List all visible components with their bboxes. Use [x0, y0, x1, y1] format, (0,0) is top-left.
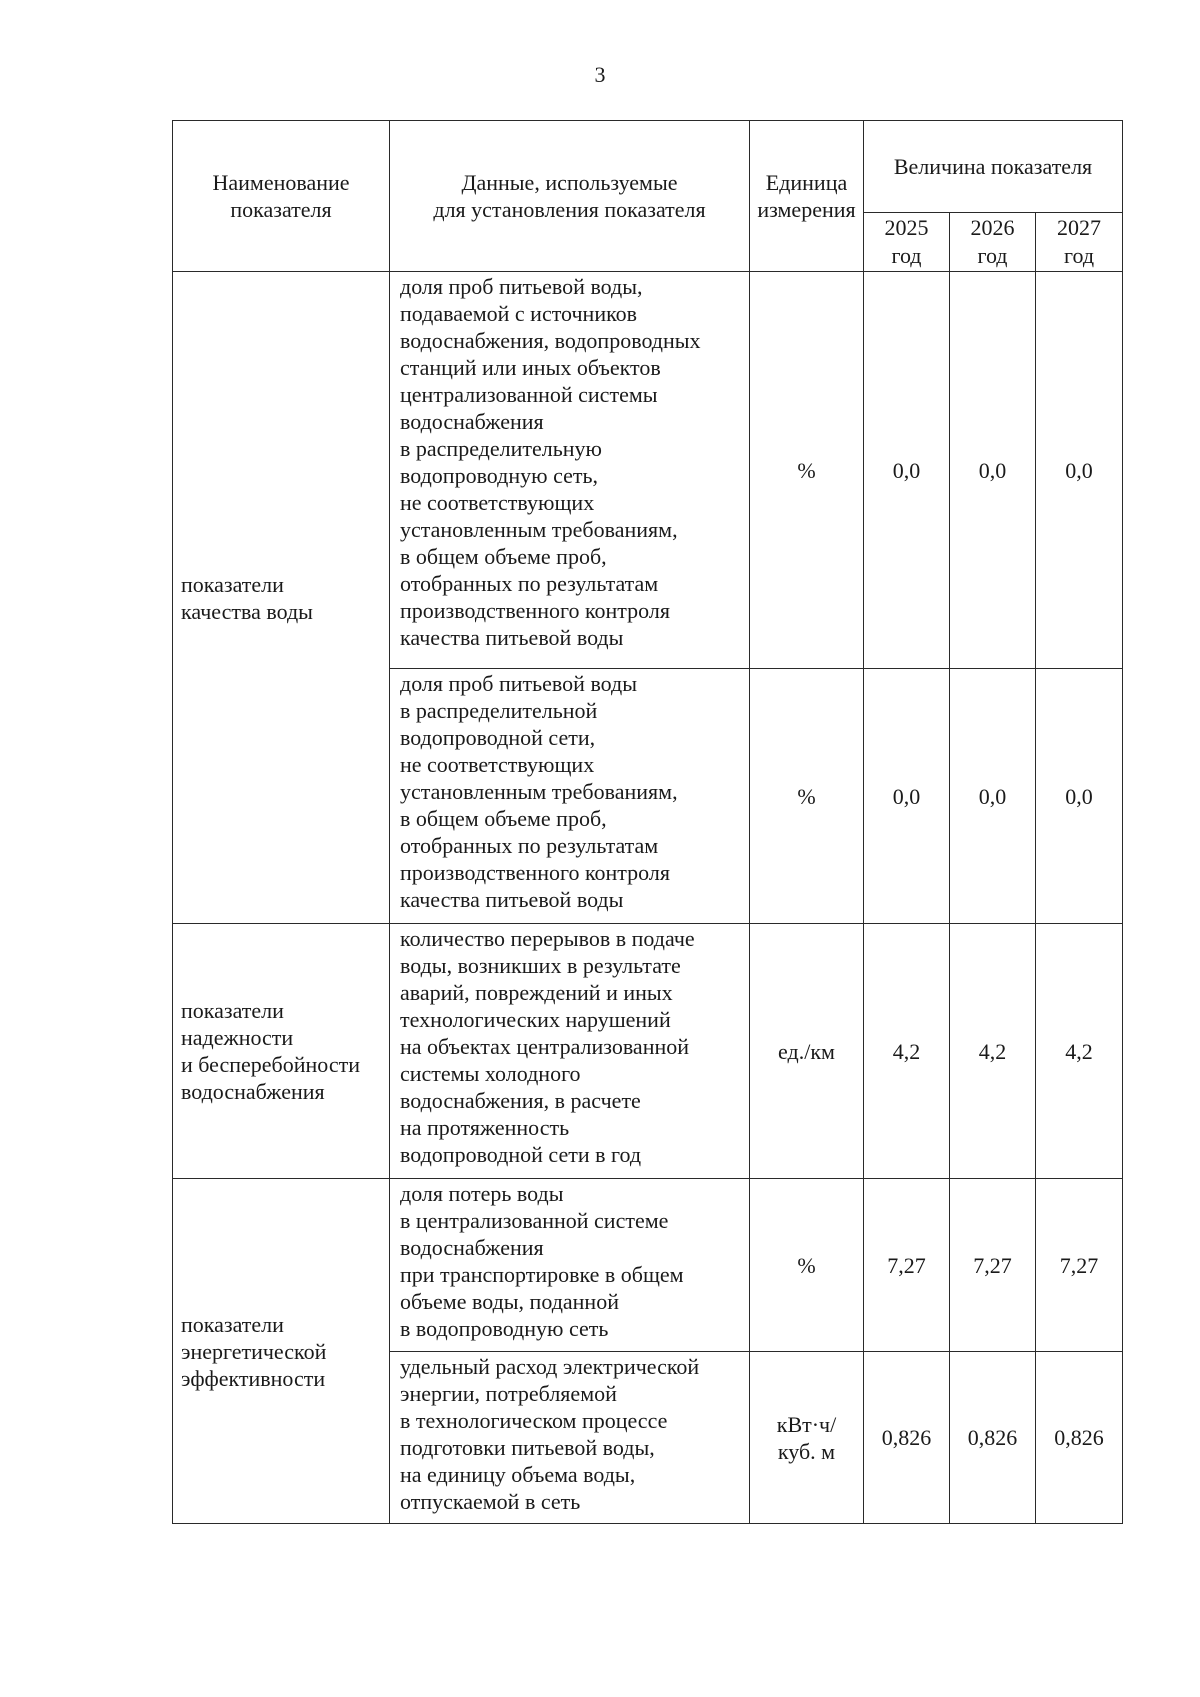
indicator-value-2027: 4,2: [1036, 924, 1123, 1179]
indicator-source-data: доля потерь воды в централизованной системе водоснабжения при транспортировке в общем объеме воды, поданной в водопроводную сеть: [390, 1179, 750, 1352]
header-year-3: 2027 год: [1036, 213, 1123, 272]
indicator-group-name: показатели надежности и бесперебойности водоснабжения: [173, 924, 390, 1179]
indicator-value-2025: 0,0: [864, 272, 950, 669]
indicator-unit: %: [750, 272, 864, 669]
table-row: [173, 1179, 1123, 1352]
indicator-unit: ед./км: [750, 924, 864, 1179]
indicator-value-2025: 4,2: [864, 924, 950, 1179]
header-year-1: 2025 год: [864, 213, 950, 272]
indicator-source-data: удельный расход электрической энергии, потребляемой в технологическом процессе подготовки питьевой воды, на единицу объема воды, отпускаемой в сеть: [390, 1352, 750, 1524]
indicator-value-2027: 7,27: [1036, 1179, 1123, 1352]
header-source-data-text: Данные, используемые для установления показателя: [433, 170, 706, 222]
indicator-value-2026: 7,27: [950, 1179, 1036, 1352]
header-unit: [750, 121, 864, 272]
indicator-value-2027: 0,0: [1036, 272, 1123, 669]
indicator-source-data: доля проб питьевой воды в распределительной водопроводной сети, не соответствующих установленным требованиям, в общем объеме проб, отобранных по результатам производственного контроля качества питьевой воды: [390, 669, 750, 924]
table-row: [173, 924, 1123, 1179]
indicator-value-2026: 4,2: [950, 924, 1036, 1179]
table-body: [173, 272, 1123, 1524]
header-value-group: Величина показателя: [864, 121, 1123, 213]
indicator-unit: кВт·ч/ куб. м: [750, 1352, 864, 1524]
indicator-value-2025: 7,27: [864, 1179, 950, 1352]
indicators-table: [172, 120, 1123, 1524]
indicator-value-2025: 0,0: [864, 669, 950, 924]
indicator-value-2026: 0,0: [950, 272, 1036, 669]
header-source-data: [390, 121, 750, 272]
header-indicator-name: [173, 121, 390, 272]
indicator-value-2027: 0,826: [1036, 1352, 1123, 1524]
indicator-value-2026: 0,826: [950, 1352, 1036, 1524]
indicator-value-2026: 0,0: [950, 669, 1036, 924]
header-year-2: 2026 год: [950, 213, 1036, 272]
indicator-value-2027: 0,0: [1036, 669, 1123, 924]
header-indicator-name-text: Наименование показателя: [212, 170, 350, 222]
indicator-group-name: показатели энергетической эффективности: [173, 1179, 390, 1524]
page-number: 3: [594, 62, 606, 87]
indicator-unit: %: [750, 669, 864, 924]
indicator-source-data: доля проб питьевой воды, подаваемой с источников водоснабжения, водопроводных станций или иных объектов централизованной системы водоснабжения в распределительную водопроводную сеть, не соответствующих установленным требованиям, в общем объеме проб, отобранных по результатам производственного контроля качества питьевой воды: [390, 272, 750, 669]
indicator-value-2025: 0,826: [864, 1352, 950, 1524]
table-row: [173, 272, 1123, 669]
header-unit-text: Единица измерения: [757, 170, 856, 222]
indicator-unit: %: [750, 1179, 864, 1352]
indicator-group-name: показатели качества воды: [173, 272, 390, 924]
indicator-source-data: количество перерывов в подаче воды, возникших в результате аварий, повреждений и иных технологических нарушений на объектах централизованной системы холодного водоснабжения, в расчете на протяженность водопроводной сети в год: [390, 924, 750, 1179]
table-header: [173, 121, 1123, 272]
